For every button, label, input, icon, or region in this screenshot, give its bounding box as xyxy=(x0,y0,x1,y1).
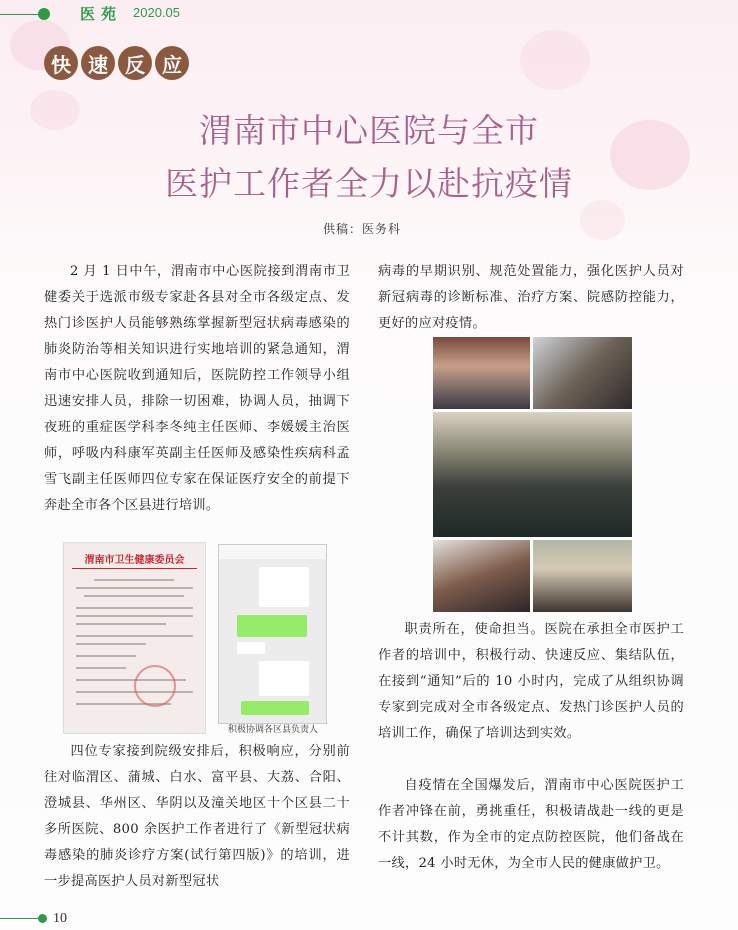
figure-caption: 积极协调各区县负责人 xyxy=(228,725,319,735)
photo-lecture xyxy=(533,337,632,409)
byline: 供稿：医务科 xyxy=(323,222,402,236)
header-rule xyxy=(0,14,40,15)
text-line xyxy=(84,595,184,597)
chat-title-bar xyxy=(219,545,326,559)
notice-document-image xyxy=(63,542,206,734)
paragraph-text: 2 月 1 日中午，渭南市中心医院接到渭南市卫健委关于选派市级专家赴各县对全市各级定点、发热门诊医护人员能够熟练掌握新型冠状病毒感染的肺炎防治等相关知识进行实地培训的紧急通知，渭南市中心医院收到通知后，医院防控工作领导小组迅速安排人员，排除一切困难，协调人员，抽调下夜班的重症医学科李冬纯主任医师、李媛媛主治医师，呼吸内科康军英副主任医师及感染性疾病科孟雪飞副主任医师四位专家在保证医疗安全的前提下奔赴全市各个区县进行培训。 xyxy=(44,264,350,513)
photo-meeting-room xyxy=(433,337,530,409)
footer-dot xyxy=(38,914,47,923)
section-char: 反 xyxy=(118,46,152,80)
photo-auditorium xyxy=(433,412,632,537)
page-header xyxy=(0,0,738,30)
text-line xyxy=(76,607,193,609)
chat-screenshot-image xyxy=(218,544,327,724)
article-title-line-1: 渭南市中心医院与全市 xyxy=(199,111,539,150)
photo-presentation xyxy=(433,540,530,612)
text-line xyxy=(76,587,193,589)
paragraph xyxy=(44,259,350,519)
magazine-name: 医苑 xyxy=(80,5,123,23)
chat-bubble xyxy=(241,701,309,715)
official-seal xyxy=(134,665,176,707)
text-line xyxy=(76,667,126,669)
text-line xyxy=(76,643,146,645)
paragraph xyxy=(44,739,350,895)
document-heading: 渭南市卫生健康委员会 xyxy=(84,555,185,566)
section-char: 速 xyxy=(81,46,115,80)
paragraph-text: 自疫情在全国爆发后，渭南市中心医院医护工作者冲锋在前，勇挑重任，积极请战赴一线的更是不计其数，作为全市的定点防控医院，他们备战在一线，24 小时无休，为全市人民的健康做护卫。 xyxy=(378,778,684,871)
paragraph-text: 职责所在，使命担当。医院在承担全市医护工作者的培训中，积极行动、快速反应、集结队伍，在接到“通知”后的 10 小时内，完成了从组织协调专家到完成对全市各级定点、发热门诊医护人员的培训工作，确保了培训达到实效。 xyxy=(378,622,684,741)
blossom-decoration xyxy=(520,30,590,90)
header-dot xyxy=(38,8,50,20)
document-red-rule xyxy=(72,568,197,569)
section-badge xyxy=(44,46,189,80)
blossom-decoration xyxy=(580,200,625,240)
training-photo-collage xyxy=(433,337,632,612)
photo-speaker xyxy=(533,540,632,612)
section-char: 快 xyxy=(44,46,78,80)
issue-date: 2020.05 xyxy=(133,5,180,20)
paragraph xyxy=(378,259,684,337)
chat-bubble xyxy=(259,567,309,607)
chat-bubble xyxy=(259,661,309,696)
text-line xyxy=(94,579,174,581)
page-number: 10 xyxy=(53,911,67,926)
text-line xyxy=(76,623,166,625)
text-line xyxy=(76,635,193,637)
article-title-line-2: 医护工作者全力以赴抗疫情 xyxy=(165,164,573,203)
text-line xyxy=(76,655,136,657)
text-line xyxy=(76,615,193,617)
paragraph-text: 病毒的早期识别、规范处置能力，强化医护人员对新冠病毒的诊断标准、治疗方案、院感防控能力，更好的应对疫情。 xyxy=(378,264,684,331)
section-char: 应 xyxy=(155,46,189,80)
paragraph xyxy=(378,773,684,877)
paragraph-text: 四位专家接到院级安排后，积极响应，分别前往对临渭区、蒲城、白水、富平县、大荔、合阳、澄城县、华州区、华阴以及潼关地区十个区县二十多所医院、800 余医护工作者进行了《新型冠状病毒感染的肺炎诊疗方案(试行第四版)》的培训，进一步提高医护人员对新型冠状 xyxy=(44,744,350,889)
footer-rule xyxy=(0,918,40,919)
chat-bubble xyxy=(237,615,307,637)
chat-bubble xyxy=(237,642,265,654)
notice-figure xyxy=(63,542,331,738)
paragraph xyxy=(378,617,684,747)
